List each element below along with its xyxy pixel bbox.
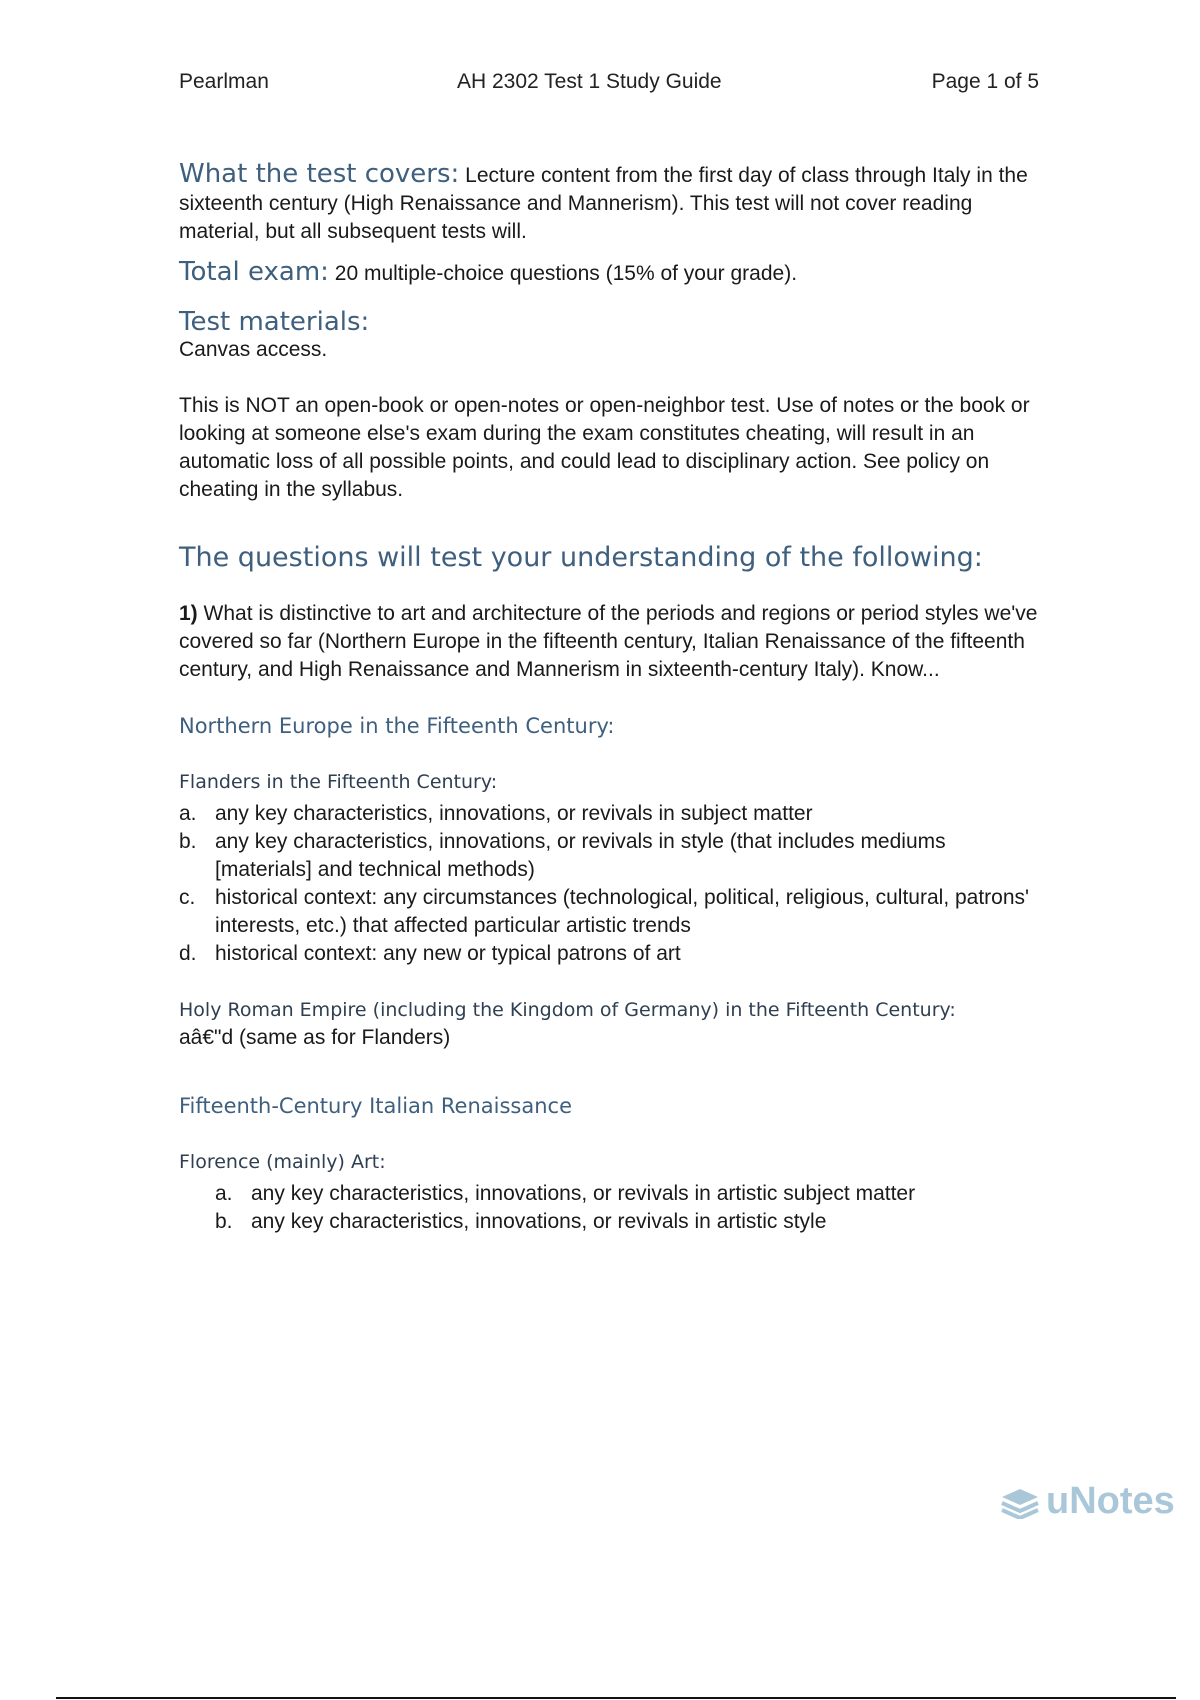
logo-text: uNotes: [1046, 1480, 1175, 1522]
policy-text: This is NOT an open-book or open-notes or open-neighbor test. Use of notes or the book or looking at someone else's exam during the exam constitutes cheating, will result in an automatic loss of all possible points, and could lead to disciplinary action. See policy on cheating in the syllabus.: [179, 394, 1030, 501]
list-item-text: historical context: any circumstances (technological, political, religious, cultural, patrons' interests, etc.) that affected particular artistic trends: [215, 886, 1030, 937]
materials-text: Canvas access.: [179, 338, 328, 361]
list-item: [215, 1208, 1039, 1236]
list-marker: a.: [215, 1182, 233, 1205]
list-marker: a.: [179, 802, 197, 825]
flanders-heading: Flanders in the Fifteenth Century:: [179, 771, 498, 793]
list-item: [179, 800, 1039, 828]
list-marker: d.: [179, 942, 197, 965]
list-marker: b.: [179, 830, 197, 853]
florence-heading: Florence (mainly) Art:: [179, 1151, 386, 1173]
list-item: [179, 828, 1039, 884]
list-item-text: any key characteristics, innovations, or revivals in artistic subject matter: [251, 1182, 916, 1205]
unotes-logo: [1000, 1480, 1175, 1523]
hre-heading: Holy Roman Empire (including the Kingdom of Germany) in the Fifteenth Century:: [179, 999, 956, 1021]
header-page-number: Page 1 of 5: [931, 70, 1039, 93]
list-item-text: historical context: any new or typical patrons of art: [215, 942, 681, 965]
list-item: [215, 1180, 1039, 1208]
list-marker: c.: [179, 886, 196, 909]
total-paragraph: [179, 258, 1039, 288]
total-text: 20 multiple-choice questions (15% of your grade).: [334, 262, 798, 285]
list-item: [179, 940, 1039, 968]
covers-text-first: Lecture content from the first day of class through Italy: [465, 164, 971, 187]
covers-heading: What the test covers:: [179, 159, 460, 189]
question-1-number: 1): [179, 602, 198, 625]
italian-heading: Fifteenth-Century Italian Renaissance: [179, 1094, 573, 1118]
materials-heading: Test materials:: [179, 307, 370, 337]
list-item-text: any key characteristics, innovations, or revivals in artistic style: [251, 1210, 827, 1233]
question-1: [179, 600, 1039, 684]
list-item-text: any key characteristics, innovations, or revivals in subject matter: [215, 802, 813, 825]
list-marker: b.: [215, 1210, 233, 1233]
hre-text: aâ€"d (same as for Flanders): [179, 1026, 451, 1049]
covers-paragraph: [179, 160, 1039, 246]
total-heading: Total exam:: [179, 257, 329, 287]
covers-text-rest: in the sixteenth century (High Renaissance and Mannerism). This test will not cover reading material, but all subsequent tests will.: [179, 164, 1028, 243]
northern-heading: Northern Europe in the Fifteenth Century:: [179, 714, 615, 738]
header-author: Pearlman: [179, 70, 269, 93]
header-title: AH 2302 Test 1 Study Guide: [457, 70, 722, 93]
florence-list: [215, 1180, 1039, 1236]
flanders-list: [179, 800, 1039, 968]
list-item-text: any key characteristics, innovations, or revivals in style (that includes mediums [materials] and technical methods): [215, 830, 946, 881]
document-body: [179, 160, 1039, 1236]
list-item: [179, 884, 1039, 940]
books-icon: [1000, 1485, 1040, 1519]
footer-rule: [56, 1697, 1176, 1699]
question-1-text: What is distinctive to art and architecture of the periods and regions or period styles we've covered so far (Northern Europe in the fifteenth century, Italian Renaissance of the fifteenth century, and High Renaissance and Mannerism in sixteenth-century Italy). Know...: [179, 602, 1038, 681]
questions-heading: The questions will test your understanding of the following:: [179, 542, 983, 573]
